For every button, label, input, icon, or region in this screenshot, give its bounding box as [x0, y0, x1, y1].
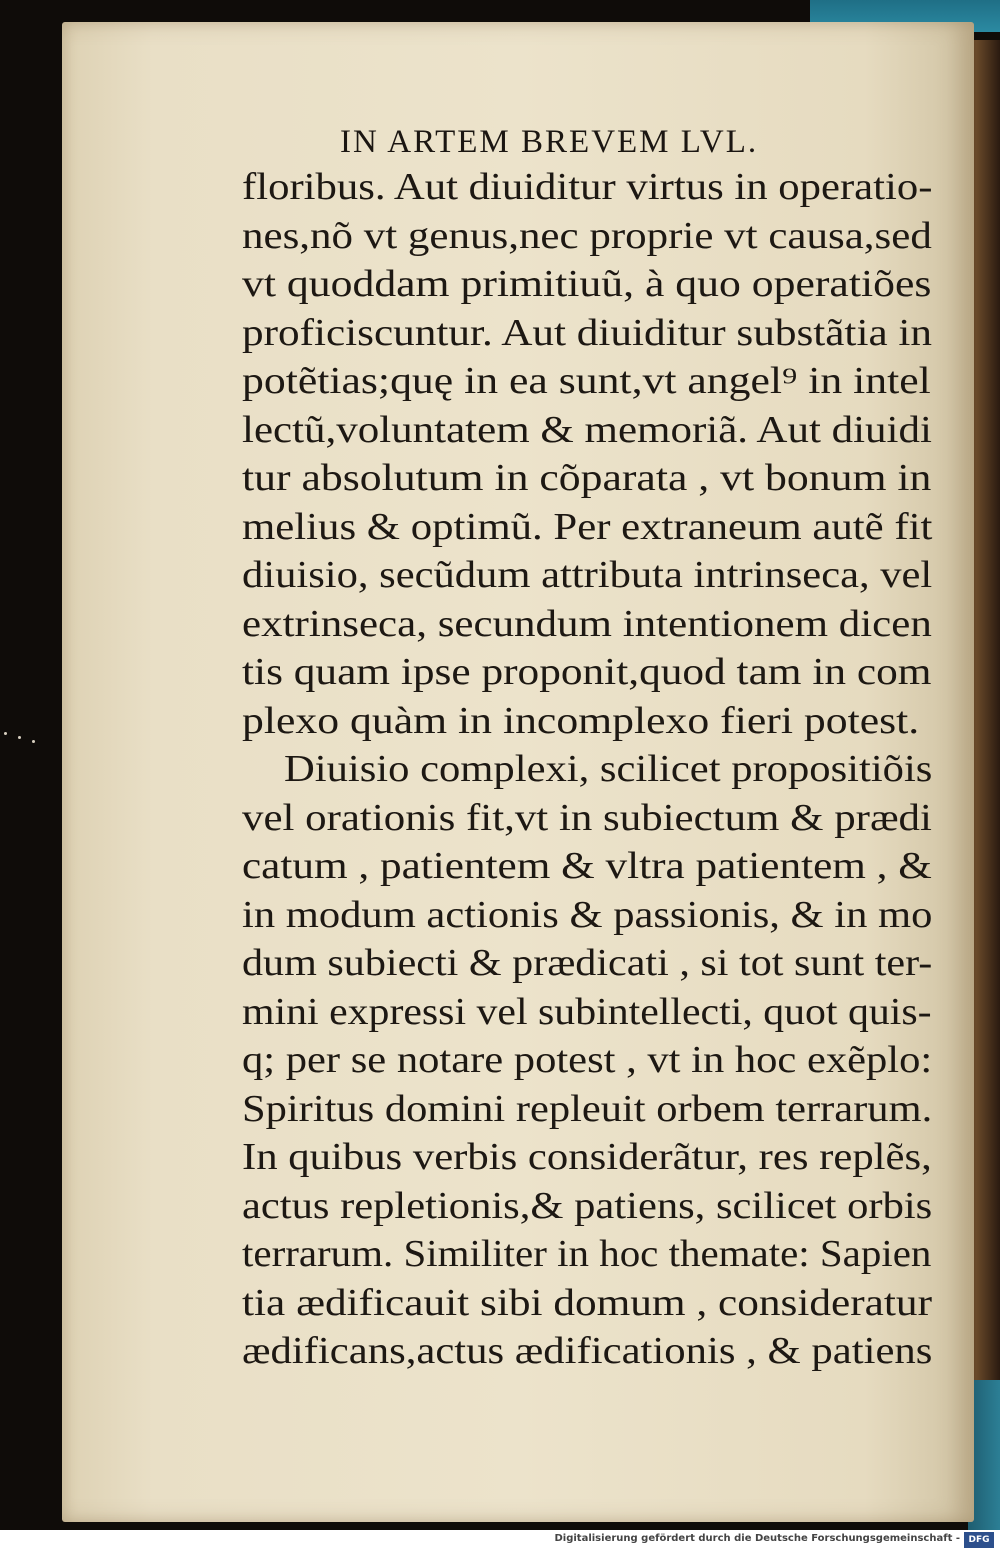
text-line: tis quam ipse proponit,quod tam in com	[242, 651, 932, 693]
footer-credit: Digitalisierung gefördert durch die Deutsche Forschungsgemeinschaft -	[554, 1533, 960, 1544]
text-line: lectũ,voluntatem & memoriã. Aut diuidi	[242, 408, 932, 451]
text-line: melius & optimũ. Per extraneum autẽ fit	[242, 505, 933, 548]
text-line: actus repletionis,& patiens, scilicet orbis	[242, 1184, 933, 1227]
text-line: dum subiecti & prædicati , si tot sunt ter-	[242, 942, 933, 984]
text-line: floribus. Aut diuiditur virtus in operatio-	[242, 166, 933, 208]
text-line: in modum actionis & passionis, & in mo	[242, 893, 933, 936]
margin-marks	[0, 730, 40, 750]
dfg-logo: DFG	[964, 1532, 994, 1548]
text-line: diuisio, secũdum attributa intrinseca, vel	[242, 554, 933, 596]
text-line: Spiritus domini repleuit orbem terrarum.	[242, 1087, 933, 1130]
text-line: In quibus verbis considerãtur, res replẽs,	[242, 1136, 932, 1178]
text-line: vt quoddam primitiuũ, à quo operatiões	[242, 263, 932, 305]
text-line: tia ædificauit sibi domum , consideratur	[242, 1281, 932, 1324]
text-line: q; per se notare potest , vt in hoc exẽplo:	[242, 1039, 933, 1081]
text-line: catum , patientem & vltra patientem , &	[242, 845, 932, 887]
text-line: ædificans,actus ædificationis , & patiens	[242, 1330, 933, 1372]
text-line: mini expressi vel subintellecti, quot quis-	[242, 990, 932, 1033]
text-line: potẽtias;quę in ea sunt,vt angel⁹ in intel	[242, 360, 931, 402]
text-line: plexo quàm in incomplexo fieri potest.	[242, 699, 920, 742]
running-head: IN ARTEM BREVEM LVL.	[340, 124, 759, 160]
text-line: vel orationis fit,vt in subiectum & prædi	[242, 796, 932, 839]
text-line: terrarum. Similiter in hoc themate: Sapien	[242, 1233, 932, 1275]
text-line: Diuisio complexi, scilicet propositiõis	[284, 748, 933, 790]
text-line: nes,nõ vt genus,nec proprie vt causa,sed	[242, 214, 932, 257]
text-line: extrinseca, secundum intentionem dicen	[242, 602, 932, 645]
text-line: proficiscuntur. Aut diuiditur substãtia in	[242, 311, 933, 354]
text-line: tur absolutum in cõparata , vt bonum in	[242, 457, 932, 499]
